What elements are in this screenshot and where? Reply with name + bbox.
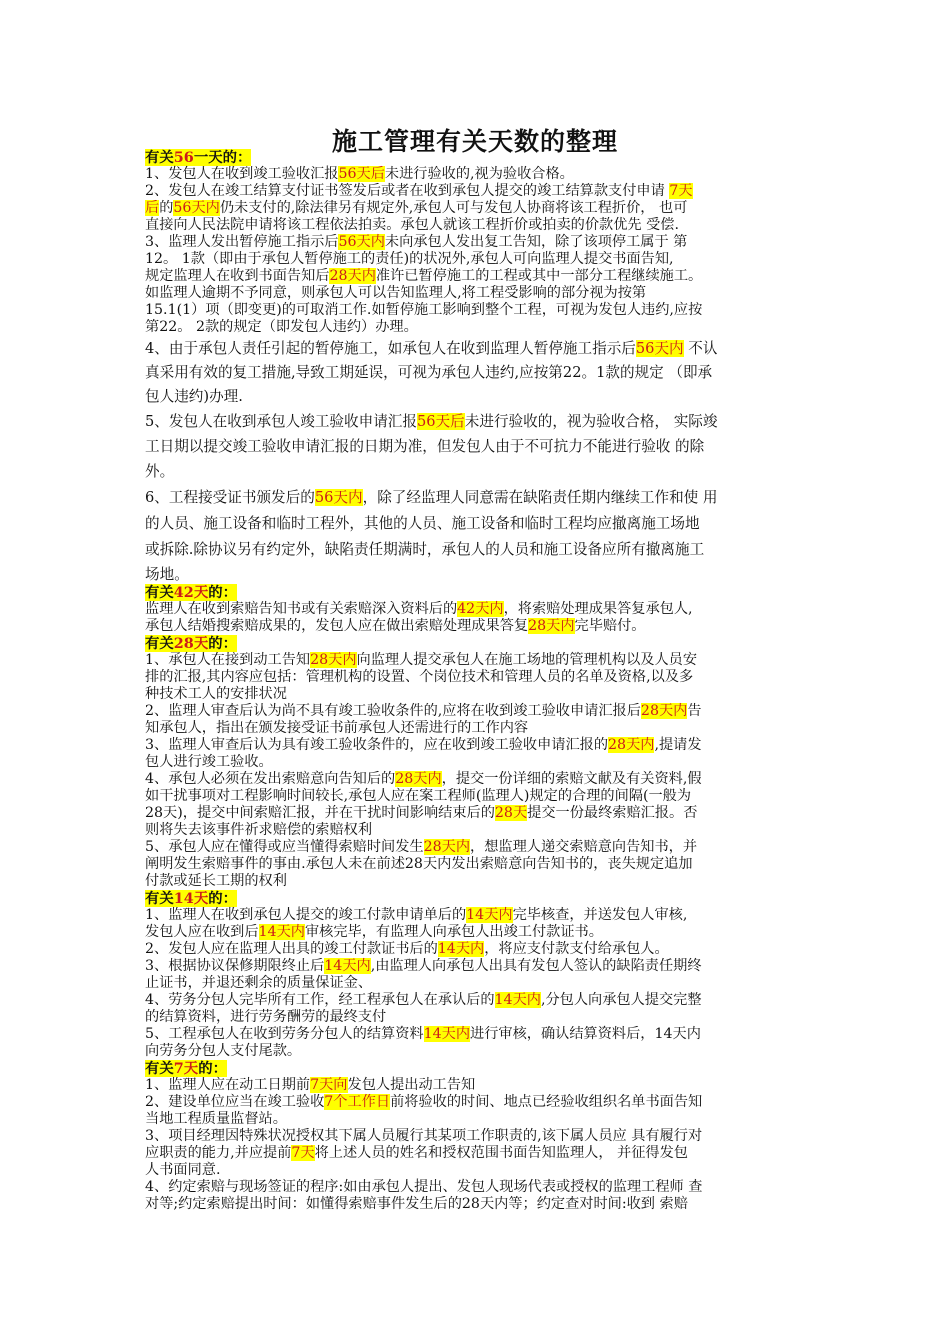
text-line xyxy=(145,941,669,958)
heading-text: 的： xyxy=(208,890,238,907)
text-segment: 包人违约)办理. xyxy=(145,388,243,405)
text-line xyxy=(145,992,702,1009)
text-segment: 当地工程质量监督站。 xyxy=(145,1111,287,1127)
section-heading xyxy=(145,1060,227,1078)
heading-highlight xyxy=(145,149,251,166)
text-segment: 4、承包人必须在发出索赔意向告知后的 xyxy=(145,771,396,787)
heading-highlight xyxy=(145,635,237,652)
text-segment: ，提交一份详细的索赔文献及有关资料,假 xyxy=(441,771,702,787)
heading-text: 有关 xyxy=(145,1060,174,1077)
text-segment: 工日期以提交竣工验收申请汇报的日期为准，但发包人由于不可抗力不能进行验收 的除 xyxy=(145,438,705,455)
highlighted-days: 7天 xyxy=(291,1145,315,1161)
text-segment: 人书面同意. xyxy=(145,1162,221,1178)
text-segment: 4、由于承包人责任引起的暂停施工，如承包人在收到监理人暂停施工指示后 xyxy=(145,340,636,357)
text-line xyxy=(145,1179,702,1196)
text-segment: 5、工程承包人在收到劳务分包人的结算资料 xyxy=(145,1026,424,1042)
text-segment: 第22。 2款的规定（即发包人违约）办理。 xyxy=(145,319,418,335)
highlighted-days: 42天内 xyxy=(457,601,504,617)
text-segment: 提交一份最终索赔汇报。否 xyxy=(527,805,698,821)
text-segment: ，想监理人递交索赔意向告知书，并 xyxy=(470,839,698,855)
text-segment: 1、监理人应在动工日期前 xyxy=(145,1077,311,1093)
text-segment: 15.1(1）项（即变更)的可取消工作.如暂停施工影响到整个工程，可视为发包人违约,应按 xyxy=(145,302,703,318)
text-segment: 完毕赔付。 xyxy=(574,618,646,634)
text-segment: 完毕核查，并送发包人审核, xyxy=(512,907,688,923)
text-segment: 止证书，并退还剩余的质量保证金、 xyxy=(145,975,373,991)
heading-highlight xyxy=(145,584,237,601)
text-segment: 承包人结婚搜索赔成果的，发包人应在做出索赔处理成果答复 xyxy=(145,618,529,634)
text-segment: 1、监理人在收到承包人提交的竣工付款申请单后的 xyxy=(145,907,467,923)
highlighted-days: 14天内 xyxy=(258,924,305,940)
heading-text: 一天的： xyxy=(193,149,252,166)
text-line xyxy=(145,1162,220,1179)
text-segment: 3、根据协议保修期限终止后 xyxy=(145,958,325,974)
text-line xyxy=(145,217,679,234)
text-line xyxy=(145,515,700,532)
text-line xyxy=(145,166,574,183)
text-segment: 直接向人民法院申请将该工程依法拍卖。承包人就该工程折价或拍卖的价款优先 受偿. xyxy=(145,217,679,233)
text-segment: 1、发包人在收到竣工验收汇报 xyxy=(145,166,339,182)
highlighted-days: 7个工作日 xyxy=(324,1094,391,1110)
text-line xyxy=(145,754,273,771)
text-segment: 进行审核，确认结算资料后，14天内 xyxy=(470,1026,701,1042)
heading-text: 有关 xyxy=(145,584,174,601)
highlighted-days: 56天内 xyxy=(635,340,684,357)
highlighted-days: 28天内 xyxy=(608,737,655,753)
day-count: 56 xyxy=(173,149,194,166)
text-line xyxy=(145,720,528,737)
text-segment: 监理人在收到索赔告知书或有关索赔深入资料后的 xyxy=(145,601,458,617)
highlighted-days: 28天内 xyxy=(640,703,688,719)
text-line xyxy=(145,319,418,336)
text-segment: 的 xyxy=(159,200,174,216)
text-segment: ,分包人向承包人提交完整 xyxy=(540,992,702,1008)
highlighted-days: 后 xyxy=(145,200,160,216)
text-segment: ，除了经监理人同意需在缺陷责任期内继续工作和使 用 xyxy=(362,489,718,506)
highlighted-days: 28天内 xyxy=(395,771,442,787)
text-line xyxy=(145,839,697,856)
text-segment: 将上述人员的姓名和授权范围书面告知监理人， 并征得发包 xyxy=(314,1145,688,1161)
highlighted-days: 28天内 xyxy=(528,618,575,634)
text-segment: 外。 xyxy=(145,463,175,480)
heading-highlight xyxy=(145,1060,227,1077)
heading-text: 的： xyxy=(198,1060,227,1077)
text-line xyxy=(145,340,717,357)
text-segment: 不认 xyxy=(683,340,718,357)
highlighted-days: 56天内 xyxy=(338,234,385,250)
highlighted-days: 14天内 xyxy=(423,1026,471,1042)
heading-text: 有关 xyxy=(145,149,174,166)
text-line xyxy=(145,907,687,924)
text-line xyxy=(145,268,702,285)
highlighted-days: 56天内 xyxy=(314,489,363,506)
highlighted-days: 56天内 xyxy=(173,200,220,216)
text-line xyxy=(145,805,697,822)
text-segment: 的人员、施工设备和临时工程外，其他的人员、施工设备和临时工程均应撤离施工场地 xyxy=(145,515,700,532)
text-line xyxy=(145,388,243,405)
text-line xyxy=(145,1094,702,1111)
text-line xyxy=(145,1043,301,1060)
text-segment: 的结算资料，进行劳务酬劳的最终支付 xyxy=(145,1009,387,1025)
highlighted-days: 14天内 xyxy=(494,992,541,1008)
text-line xyxy=(145,364,712,381)
text-segment: 包人进行竣工验收。 xyxy=(145,754,273,770)
text-segment: 3、监理人发出暂停施工指示后 xyxy=(145,234,339,250)
text-segment: 未向承包人发出复工告知，除了该项停工属于 第 xyxy=(384,234,688,250)
text-line xyxy=(145,822,372,839)
day-count: 28天 xyxy=(173,635,209,652)
text-line xyxy=(145,200,687,217)
text-segment: 仍未支付的,除法律另有规定外,承包人可与发包人协商将该工程折价， 也可 xyxy=(219,200,688,216)
text-line xyxy=(145,234,687,251)
text-segment: 准许已暂停施工的工程或其中一部分工程继续施工。 xyxy=(375,268,703,284)
text-line xyxy=(145,1077,475,1094)
text-line xyxy=(145,669,693,686)
text-line xyxy=(145,924,603,941)
text-segment: 如监理人逾期不予同意，则承包人可以告知监理人,将工程受影响的部分视为按第 xyxy=(145,285,647,301)
text-segment: 5、承包人应在懂得或应当懂得索赔时间发生 xyxy=(145,839,424,855)
day-count: 14天 xyxy=(173,890,209,907)
text-line xyxy=(145,463,174,480)
text-segment: 向劳务分包人支付尾款。 xyxy=(145,1043,302,1059)
text-segment: 真采用有效的复工措施,导致工期延误，可视为承包人违约,应按第22。1款的规定 （即承 xyxy=(145,364,713,381)
highlighted-days: 56天后 xyxy=(338,166,385,182)
text-segment: 向监理人提交承包人在施工场地的管理机构以及人员安 xyxy=(356,652,698,668)
text-segment: 4、劳务分包人完毕所有工作，经工程承包人在承认后的 xyxy=(145,992,495,1008)
text-line xyxy=(145,652,697,669)
text-line xyxy=(145,958,702,975)
text-line xyxy=(145,302,702,319)
text-segment: 对等;约定索赔提出时间：如懂得索赔事件发生后的28天内等；约定查对时间:收到 索赔 xyxy=(145,1196,688,1212)
highlighted-days: 28天内 xyxy=(310,652,357,668)
text-line xyxy=(145,1145,688,1162)
highlighted-days: 28天 xyxy=(494,805,528,821)
heading-highlight xyxy=(145,890,237,907)
text-line xyxy=(145,737,702,754)
text-segment: 3、项目经理因特殊状况授权其下属人员履行其某项工作职责的,该下属人员应 具有履行对 xyxy=(145,1128,703,1144)
text-line xyxy=(145,1009,386,1026)
text-segment: 4、约定索赔与现场签证的程序:如由承包人提出、发包人现场代表或授权的监理工程师 查 xyxy=(145,1179,703,1195)
text-segment: 6、工程接受证书颁发后的 xyxy=(145,489,315,506)
section-heading xyxy=(145,584,237,602)
highlighted-days: 7天向 xyxy=(310,1077,348,1093)
text-line xyxy=(145,285,646,302)
section-heading xyxy=(145,890,237,908)
day-count: 7天 xyxy=(173,1060,199,1077)
text-line xyxy=(145,975,372,992)
day-count: 42天 xyxy=(173,584,209,601)
section-heading xyxy=(145,635,237,653)
text-line xyxy=(145,686,287,703)
text-segment: 如干扰事项对工程影响时间较长,承包人应在案工程师(监理人)规定的合理的间隔(一般为 xyxy=(145,788,692,804)
text-segment: 未进行验收的,视为验收合格。 xyxy=(384,166,574,182)
text-line xyxy=(145,788,691,805)
text-segment: 知承包人，指出在颁发接受证书前承包人还需进行的工作内容 xyxy=(145,720,529,736)
text-segment: 场地。 xyxy=(145,566,189,583)
text-segment: 1、承包人在接到动工告知 xyxy=(145,652,311,668)
text-segment: 排的汇报,其内容应包括：管理机构的设置、个岗位技术和管理人员的名单及资格,以及多 xyxy=(145,669,694,685)
text-line xyxy=(145,771,702,788)
highlighted-days: 14天内 xyxy=(324,958,371,974)
text-segment: 应职责的能力,并应提前 xyxy=(145,1145,292,1161)
text-segment: 2、发包人在竣工结算支付证书签发后或者在收到承包人提交的竣工结算款支付申请 xyxy=(145,183,670,199)
text-segment: 发包人提出动工告知 xyxy=(347,1077,476,1093)
text-line xyxy=(145,703,702,720)
page-title: 施工管理有关天数的整理 xyxy=(331,127,618,156)
text-segment: 种技术工人的安排状况 xyxy=(145,686,287,702)
text-line xyxy=(145,1111,287,1128)
text-line xyxy=(145,1128,702,1145)
highlighted-days: 14天内 xyxy=(466,907,513,923)
text-segment: 审核完毕，有监理人向承包人出竣工付款证书。 xyxy=(304,924,603,940)
highlighted-days: 56天后 xyxy=(416,413,465,430)
text-line xyxy=(145,601,693,618)
text-segment: 5、发包人在收到承包人竣工验收申请汇报 xyxy=(145,413,417,430)
text-line xyxy=(145,1026,701,1043)
text-segment: 付款或延长工期的权利 xyxy=(145,873,287,889)
text-segment: 28天)，提交中间索赔汇报，并在干扰时间影响结束后的 xyxy=(145,805,495,821)
text-line xyxy=(145,183,693,200)
text-segment: ,提请发 xyxy=(654,737,702,753)
text-segment: 则将失去该事件祈求赔偿的索赔权利 xyxy=(145,822,373,838)
highlighted-days: 7天 xyxy=(669,183,693,199)
text-segment: 2、监理人审查后认为尚不具有竣工验收条件的,应将在收到竣工验收申请汇报后 xyxy=(145,703,641,719)
text-segment: 阐明发生索赔事件的事由.承包人未在前述28天内发出索赔意向告知书的，丧失规定追加 xyxy=(145,856,693,872)
heading-text: 的： xyxy=(208,635,238,652)
text-segment: ，将索赔处理成果答复承包人, xyxy=(503,601,693,617)
text-segment: 规定监理人在收到书面告知后 xyxy=(145,268,330,284)
text-segment: 3、监理人审查后认为具有竣工验收条件的，应在收到竣工验收申请汇报的 xyxy=(145,737,609,753)
text-line xyxy=(145,856,693,873)
heading-text: 有关 xyxy=(145,635,174,652)
heading-text: 有关 xyxy=(145,890,174,907)
highlighted-days: 14天内 xyxy=(437,941,485,957)
text-line xyxy=(145,413,717,430)
text-line xyxy=(145,438,704,455)
text-segment: ，将应支付款支付给承包人。 xyxy=(484,941,669,957)
text-segment: 发包人应在收到后 xyxy=(145,924,259,940)
heading-text: 的： xyxy=(208,584,238,601)
text-line xyxy=(145,251,674,268)
text-line xyxy=(145,873,287,890)
text-segment: 告 xyxy=(687,703,702,719)
text-segment: 12。 1款（即由于承包人暂停施工的责任)的状况外,承包人可向监理人提交书面告知, xyxy=(145,251,674,267)
text-line xyxy=(145,618,645,635)
text-segment: 2、建设单位应当在竣工验收 xyxy=(145,1094,325,1110)
text-line xyxy=(145,1196,688,1213)
text-segment: 未进行验收的，视为验收合格， 实际竣 xyxy=(464,413,718,430)
highlighted-days: 28天内 xyxy=(329,268,376,284)
text-line xyxy=(145,566,189,583)
text-segment: 2、发包人应在监理人出具的竣工付款证书后的 xyxy=(145,941,438,957)
text-line xyxy=(145,541,704,558)
text-line xyxy=(145,489,718,506)
text-segment: 或拆除.除协议另有约定外，缺陷责任期满时，承包人的人员和施工设备应所有撤离施工 xyxy=(145,541,705,558)
text-segment: ,由监理人向承包人出具有发包人签认的缺陷责任期终 xyxy=(370,958,702,974)
text-segment: 前将验收的时间、地点已经验收组织名单书面告知 xyxy=(390,1094,703,1110)
section-heading xyxy=(145,149,251,167)
highlighted-days: 28天内 xyxy=(423,839,471,855)
